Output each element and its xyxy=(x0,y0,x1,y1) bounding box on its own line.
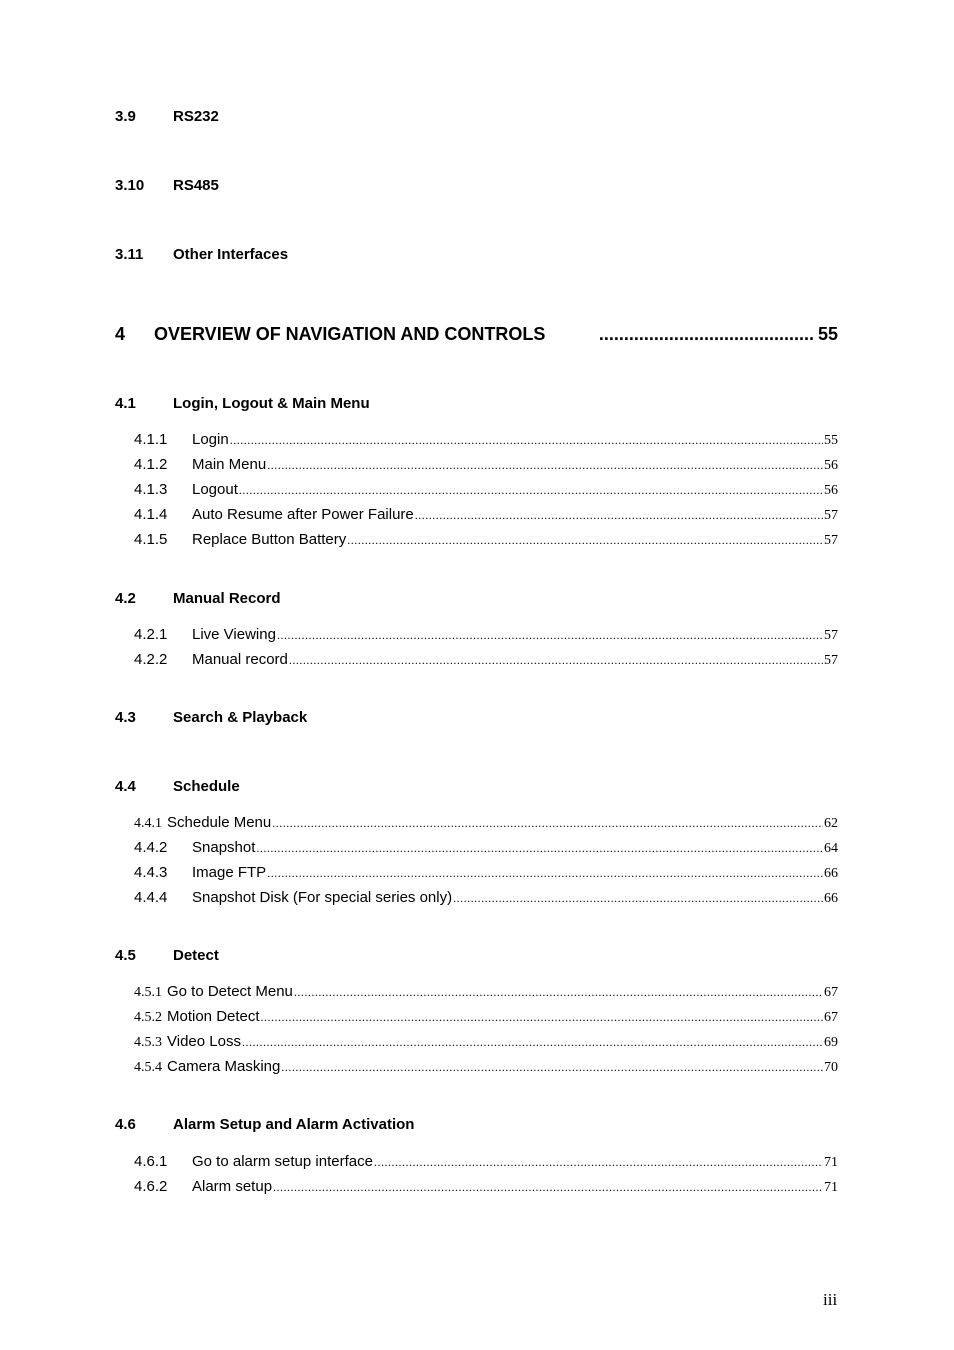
entry-number: 4.5.4 xyxy=(134,1060,162,1075)
entry-number: 4.6.2 xyxy=(134,1178,168,1195)
entry-title: Main Menu xyxy=(192,456,267,473)
entry-number: 4.1.4 xyxy=(134,506,168,523)
entry-page: 67 xyxy=(824,1010,838,1025)
entry-page: 57 xyxy=(824,508,838,523)
entry-title: Alarm setup xyxy=(192,1178,273,1195)
leader-dots xyxy=(230,430,823,450)
toc-entry[interactable] xyxy=(134,650,838,670)
leader-dots xyxy=(239,480,823,500)
section-number: 3.9 xyxy=(115,108,136,125)
section-number: 4.6 xyxy=(115,1116,136,1133)
entry-title: Motion Detect xyxy=(167,1008,260,1025)
entry-page: 71 xyxy=(824,1180,838,1195)
toc-entry[interactable] xyxy=(134,813,838,833)
entry-title: Snapshot Disk (For special series only) xyxy=(192,889,453,906)
leader-dots xyxy=(273,1177,823,1197)
toc-entry[interactable] xyxy=(134,530,838,550)
entry-number: 4.5.1 xyxy=(134,985,162,1000)
toc-entry[interactable] xyxy=(134,982,838,1002)
leader-dots xyxy=(294,982,823,1002)
entry-number: 4.2.2 xyxy=(134,651,168,668)
entry-page: 71 xyxy=(824,1155,838,1170)
toc-entry[interactable] xyxy=(134,480,838,500)
entry-page: 67 xyxy=(824,985,838,1000)
section-number: 4.3 xyxy=(115,709,136,726)
toc-entry[interactable] xyxy=(134,1152,838,1172)
chapter-number: 4 xyxy=(115,324,126,344)
toc-entry[interactable] xyxy=(134,888,838,908)
entry-title: Logout xyxy=(192,481,238,498)
entry-title: Manual record xyxy=(192,651,288,668)
entry-page: 64 xyxy=(824,841,838,856)
toc-entry[interactable] xyxy=(134,1057,838,1077)
section-number: 4.5 xyxy=(115,947,136,964)
entry-number: 4.6.1 xyxy=(134,1153,168,1170)
entry-number: 4.4.4 xyxy=(134,889,168,906)
toc-entry[interactable] xyxy=(134,505,838,525)
entry-number: 4.5.2 xyxy=(134,1010,162,1025)
entry-number: 4.2.1 xyxy=(134,626,168,643)
leader-dots xyxy=(374,1152,823,1172)
chapter-title: OVERVIEW OF NAVIGATION AND CONTROLS xyxy=(154,324,546,344)
toc-entry[interactable] xyxy=(134,1177,838,1197)
page-number: iii xyxy=(823,1290,838,1309)
toc-entry[interactable] xyxy=(134,863,838,883)
leader-dots xyxy=(267,863,823,883)
chapter-page: 55 xyxy=(817,324,838,344)
leader-dots xyxy=(347,530,823,550)
entry-title: Replace Button Battery xyxy=(192,531,347,548)
toc-entry[interactable] xyxy=(134,838,838,858)
leader-dots xyxy=(272,813,823,833)
section-title[interactable]: Search & Playback xyxy=(173,709,308,726)
entry-page: 70 xyxy=(824,1060,838,1075)
entry-number: 4.1.3 xyxy=(134,481,168,498)
leader-dots xyxy=(415,505,823,525)
section-number: 3.10 xyxy=(115,177,145,194)
toc-entry[interactable] xyxy=(134,430,838,450)
entry-page: 57 xyxy=(824,628,838,643)
leader-dots xyxy=(267,455,823,475)
entry-title: Snapshot xyxy=(192,839,256,856)
section-title[interactable]: RS232 xyxy=(173,108,219,125)
section-title[interactable]: Login, Logout & Main Menu xyxy=(173,395,370,412)
entry-title: Schedule Menu xyxy=(167,814,272,831)
entry-title: Image FTP xyxy=(192,864,267,881)
entry-title: Live Viewing xyxy=(192,626,276,643)
entry-title: Go to alarm setup interface xyxy=(192,1153,373,1170)
toc-entry[interactable] xyxy=(134,455,838,475)
entry-number: 4.5.3 xyxy=(134,1035,162,1050)
section-title[interactable]: Manual Record xyxy=(173,590,281,607)
entry-number: 4.4.1 xyxy=(134,816,162,831)
chapter-entry[interactable] xyxy=(154,324,838,345)
leader-dots xyxy=(281,1057,823,1077)
section-title[interactable]: Detect xyxy=(173,947,219,964)
chapter-leader-dots: ........................................... xyxy=(598,324,814,344)
section-number: 3.11 xyxy=(115,246,144,263)
entry-page: 56 xyxy=(824,458,838,473)
entry-page: 57 xyxy=(824,653,838,668)
entry-page: 55 xyxy=(824,433,838,448)
entry-page: 69 xyxy=(824,1035,838,1050)
leader-dots xyxy=(261,1007,823,1027)
leader-dots xyxy=(277,625,823,645)
leader-dots xyxy=(256,838,823,858)
entry-title: Go to Detect Menu xyxy=(167,983,293,1000)
entry-title: Video Loss xyxy=(167,1033,241,1050)
entry-number: 4.1.5 xyxy=(134,531,168,548)
entry-page: 66 xyxy=(824,866,838,881)
entry-number: 4.4.3 xyxy=(134,864,168,881)
entry-page: 66 xyxy=(824,891,838,906)
entry-number: 4.4.2 xyxy=(134,839,168,856)
entry-page: 56 xyxy=(824,483,838,498)
entry-number: 4.1.2 xyxy=(134,456,168,473)
toc-entry[interactable] xyxy=(134,1032,838,1052)
entry-title: Login xyxy=(192,431,229,448)
entry-page: 57 xyxy=(824,533,838,548)
section-title[interactable]: Schedule xyxy=(173,778,240,795)
entry-title: Camera Masking xyxy=(167,1058,281,1075)
entry-number: 4.1.1 xyxy=(134,431,168,448)
section-title[interactable]: Alarm Setup and Alarm Activation xyxy=(173,1116,415,1133)
section-number: 4.4 xyxy=(115,778,136,795)
section-number: 4.2 xyxy=(115,590,136,607)
entry-title: Auto Resume after Power Failure xyxy=(192,506,414,523)
leader-dots xyxy=(289,650,823,670)
leader-dots xyxy=(453,888,823,908)
toc-entry[interactable] xyxy=(134,625,838,645)
section-number: 4.1 xyxy=(115,395,136,412)
entry-page: 62 xyxy=(824,816,838,831)
section-title[interactable]: Other Interfaces xyxy=(173,246,289,263)
leader-dots xyxy=(242,1032,823,1052)
section-title[interactable]: RS485 xyxy=(173,177,219,194)
toc-entry[interactable] xyxy=(134,1007,838,1027)
